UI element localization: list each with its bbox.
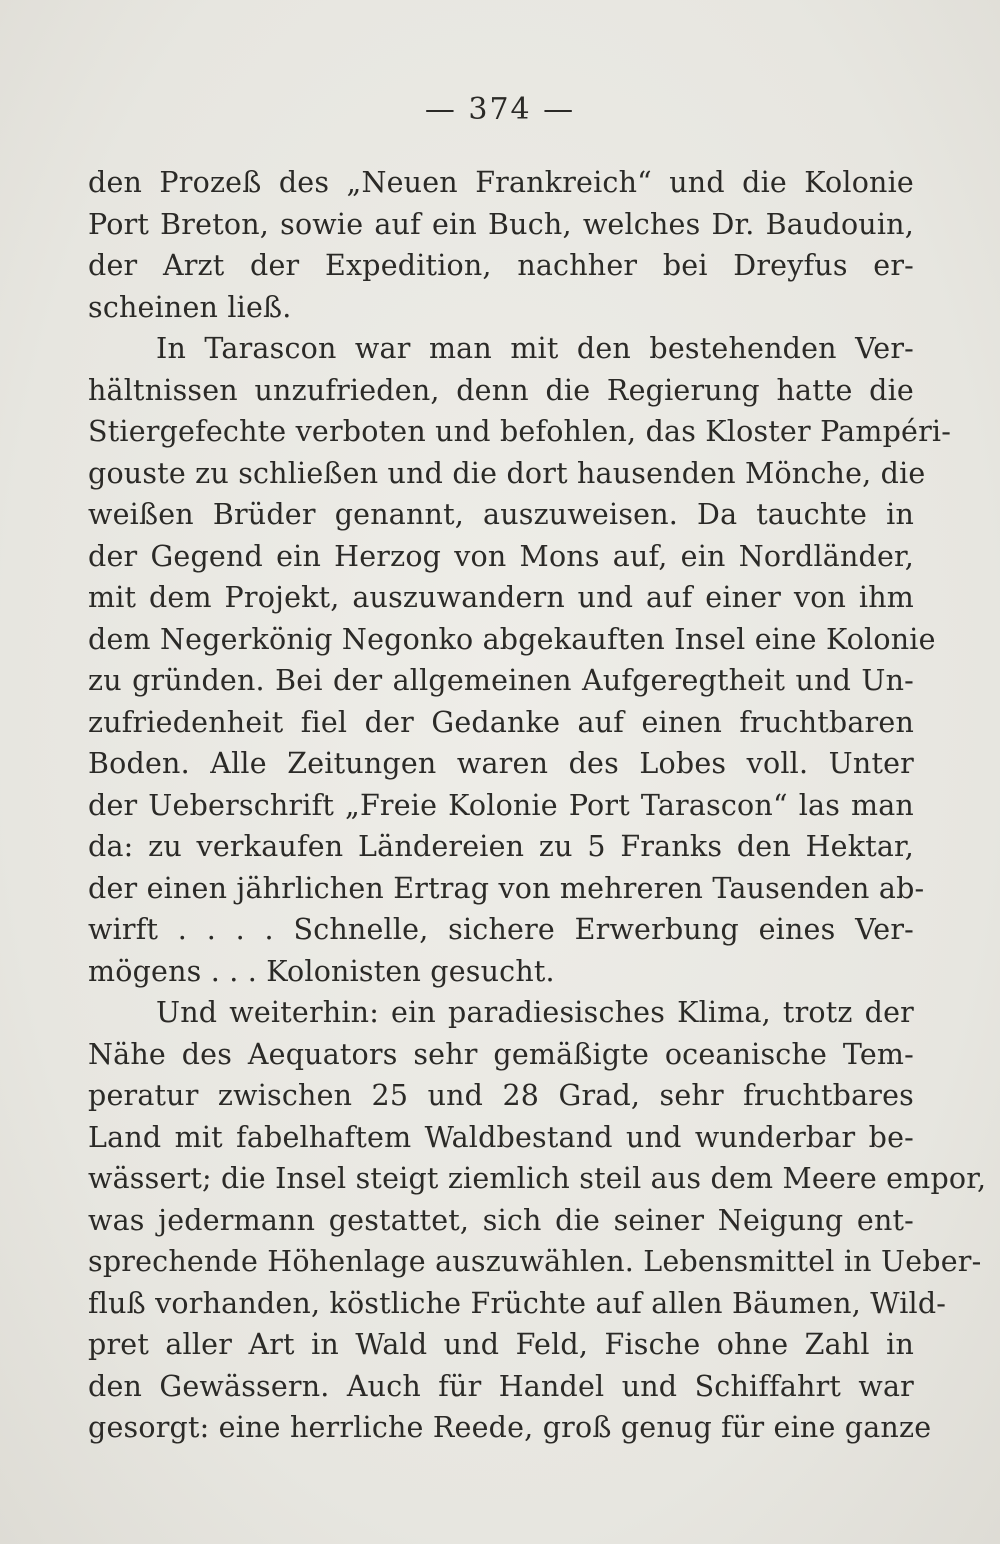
text-line: Land mit fabelhaftem Waldbestand und wunderbar be- (88, 1120, 914, 1154)
text-line: hältnissen unzufrieden, denn die Regierung hatte die (88, 373, 914, 407)
text-line: Und weiterhin: ein paradiesisches Klima, trotz der (156, 996, 914, 1029)
text-line: scheinen ließ. (88, 290, 292, 324)
text-line: was jedermann gestattet, sich die seiner Neigung ent- (88, 1203, 914, 1237)
text-line: sprechende Höhenlage auszuwählen. Lebensmittel in Ueber- (88, 1245, 982, 1278)
text-line: fluß vorhanden, köstliche Früchte auf allen Bäumen, Wild- (88, 1286, 947, 1320)
paragraph (88, 162, 914, 328)
text-line: Boden. Alle Zeitungen waren des Lobes voll. Unter (88, 747, 914, 780)
text-line: gouste zu schließen und die dort hausenden Mönche, die (88, 456, 926, 490)
page-number: — 374 — (424, 92, 576, 127)
text-line: den Prozeß des „Neuen Frankreich“ und die Kolonie (88, 166, 914, 199)
text-line: gesorgt: eine herrliche Reede, groß genug für eine ganze (88, 1411, 932, 1444)
text-line: zufriedenheit fiel der Gedanke auf einen fruchtbaren (88, 705, 914, 739)
text-line: In Tarascon war man mit den bestehenden Ver- (156, 332, 914, 365)
text-line: mögens . . . Kolonisten gesucht. (88, 954, 555, 988)
text-line: da: zu verkaufen Ländereien zu 5 Franks den Hektar, (88, 830, 914, 863)
text-line: Stiergefechte verboten und befohlen, das Kloster Pampéri- (88, 415, 952, 448)
text-line: mit dem Projekt, auszuwandern und auf einer von ihm (88, 581, 914, 614)
text-line: wirft . . . . Schnelle, sichere Erwerbung eines Ver- (88, 913, 914, 946)
text-line: dem Negerkönig Negonko abgekauften Insel eine Kolonie (88, 622, 936, 656)
paragraph (88, 992, 987, 1449)
text-line: weißen Brüder genannt, auszuweisen. Da tauchte in (88, 498, 914, 531)
text-line: Nähe des Aequators sehr gemäßigte oceanische Tem- (88, 1037, 914, 1071)
text-line: zu gründen. Bei der allgemeinen Aufgeregtheit und Un- (88, 664, 914, 697)
text-line: peratur zwischen 25 und 28 Grad, sehr fruchtbares (88, 1079, 914, 1112)
text-line: pret aller Art in Wald und Feld, Fische ohne Zahl in (88, 1328, 914, 1361)
text-line: wässert; die Insel steigt ziemlich steil aus dem Meere empor, (88, 1162, 987, 1195)
text-line: Port Breton, sowie auf ein Buch, welches Dr. Baudouin, (88, 207, 914, 241)
text-line: der Arzt der Expedition, nachher bei Dreyfus er- (88, 249, 914, 282)
text-line: der Ueberschrift „Freie Kolonie Port Tarascon“ las man (88, 788, 914, 822)
text-line: der Gegend ein Herzog von Mons auf, ein Nordländer, (88, 539, 914, 573)
text-line: der einen jährlichen Ertrag von mehreren Tausenden ab- (88, 871, 925, 905)
body-text (88, 162, 987, 1449)
text-line: den Gewässern. Auch für Handel und Schiffahrt war (88, 1369, 914, 1403)
paragraph (88, 328, 952, 992)
